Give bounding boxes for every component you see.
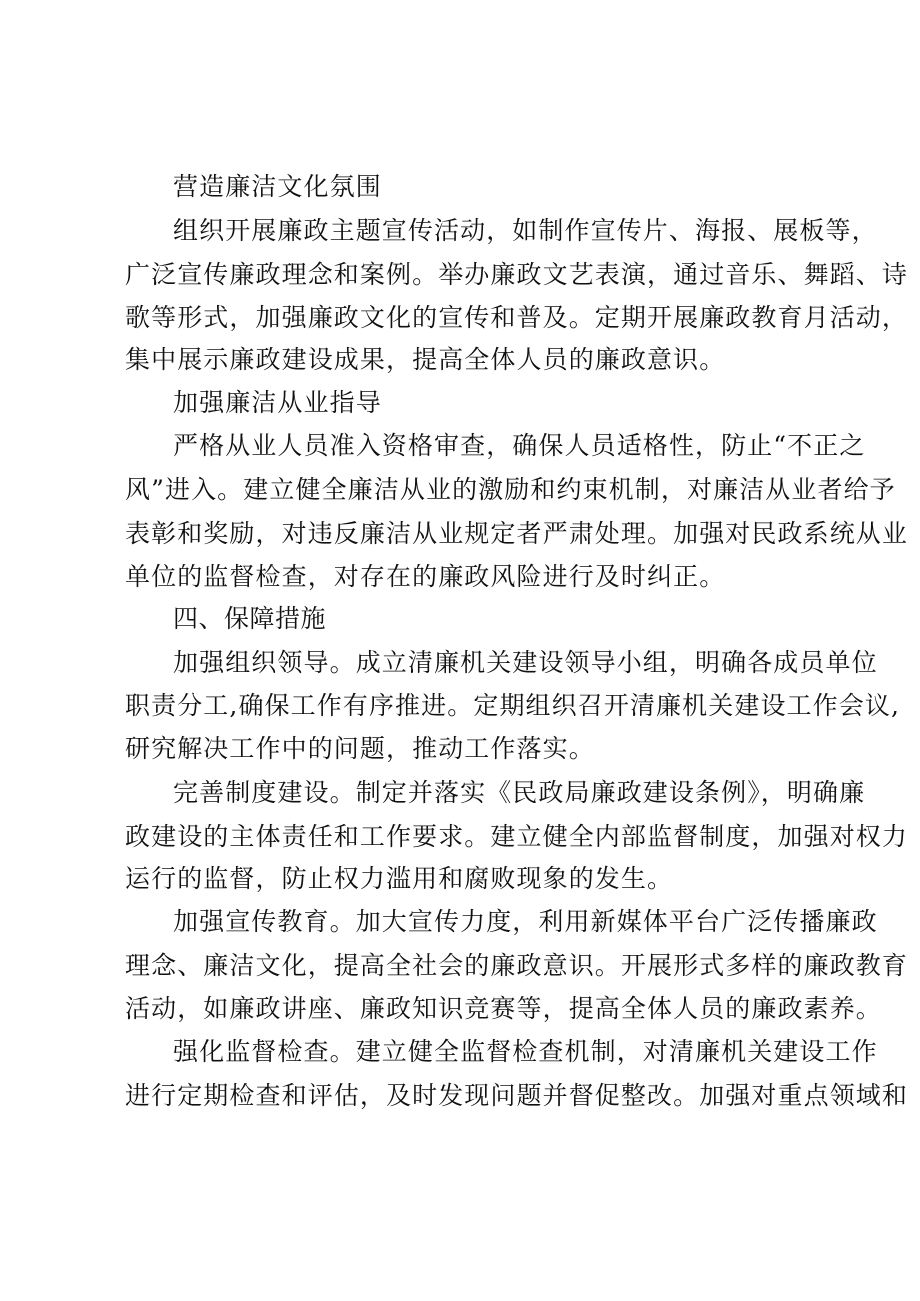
paragraph-line: 进行定期检查和评估，及时发现问题并督促整改。加强对重点领域和 bbox=[125, 1081, 909, 1110]
paragraph-line: 风”进入。建立健全廉洁从业的激励和约束机制，对廉洁从业者给予 bbox=[125, 475, 896, 504]
section-title: 营造廉洁文化氛围 bbox=[173, 172, 382, 201]
paragraph-line: 广泛宣传廉政理念和案例。举办廉政文艺表演，通过音乐、舞蹈、诗 bbox=[125, 260, 909, 289]
paragraph-line: 活动，如廉政讲座、廉政知识竞赛等，提高全体人员的廉政素养。 bbox=[125, 994, 882, 1023]
paragraph-line: 职责分工,确保工作有序推进。定期组织召开清廉机关建设工作会议, bbox=[125, 691, 900, 720]
paragraph-line: 歌等形式，加强廉政文化的宣传和普及。定期开展廉政教育月活动， bbox=[125, 303, 909, 332]
paragraph-line: 加强宣传教育。加大宣传力度，利用新媒体平台广泛传播廉政 bbox=[173, 907, 878, 936]
paragraph-line: 组织开展廉政主题宣传活动，如制作宣传片、海报、展板等， bbox=[173, 216, 878, 245]
section-heading: 四、保障措施 bbox=[173, 604, 327, 633]
paragraph-line: 完善制度建设。制定并落实《民政局廉政建设条例》，明确廉 bbox=[173, 778, 866, 807]
paragraph-line: 研究解决工作中的问题，推动工作落实。 bbox=[125, 734, 595, 763]
paragraph-line: 政建设的主体责任和工作要求。建立健全内部监督制度，加强对权力 bbox=[125, 822, 909, 851]
paragraph-line: 单位的监督检查，对存在的廉政风险进行及时纠正。 bbox=[125, 562, 726, 591]
paragraph-line: 集中展示廉政建设成果，提高全体人员的廉政意识。 bbox=[125, 345, 726, 374]
paragraph-line: 加强组织领导。成立清廉机关建设领导小组，明确各成员单位 bbox=[173, 648, 878, 677]
paragraph-line: 运行的监督，防止权力滥用和腐败现象的发生。 bbox=[125, 864, 674, 893]
paragraph-line: 表彰和奖励，对违反廉洁从业规定者严肃处理。加强对民政系统从业 bbox=[125, 519, 909, 548]
section-title: 加强廉洁从业指导 bbox=[173, 388, 382, 417]
paragraph-line: 严格从业人员准入资格审查，确保人员适格性，防止“不正之 bbox=[173, 431, 866, 460]
paragraph-line: 理念、廉洁文化，提高全社会的廉政意识。开展形式多样的廉政教育 bbox=[125, 951, 909, 980]
paragraph-line: 强化监督检查。建立健全监督检查机制，对清廉机关建设工作 bbox=[173, 1037, 878, 1066]
